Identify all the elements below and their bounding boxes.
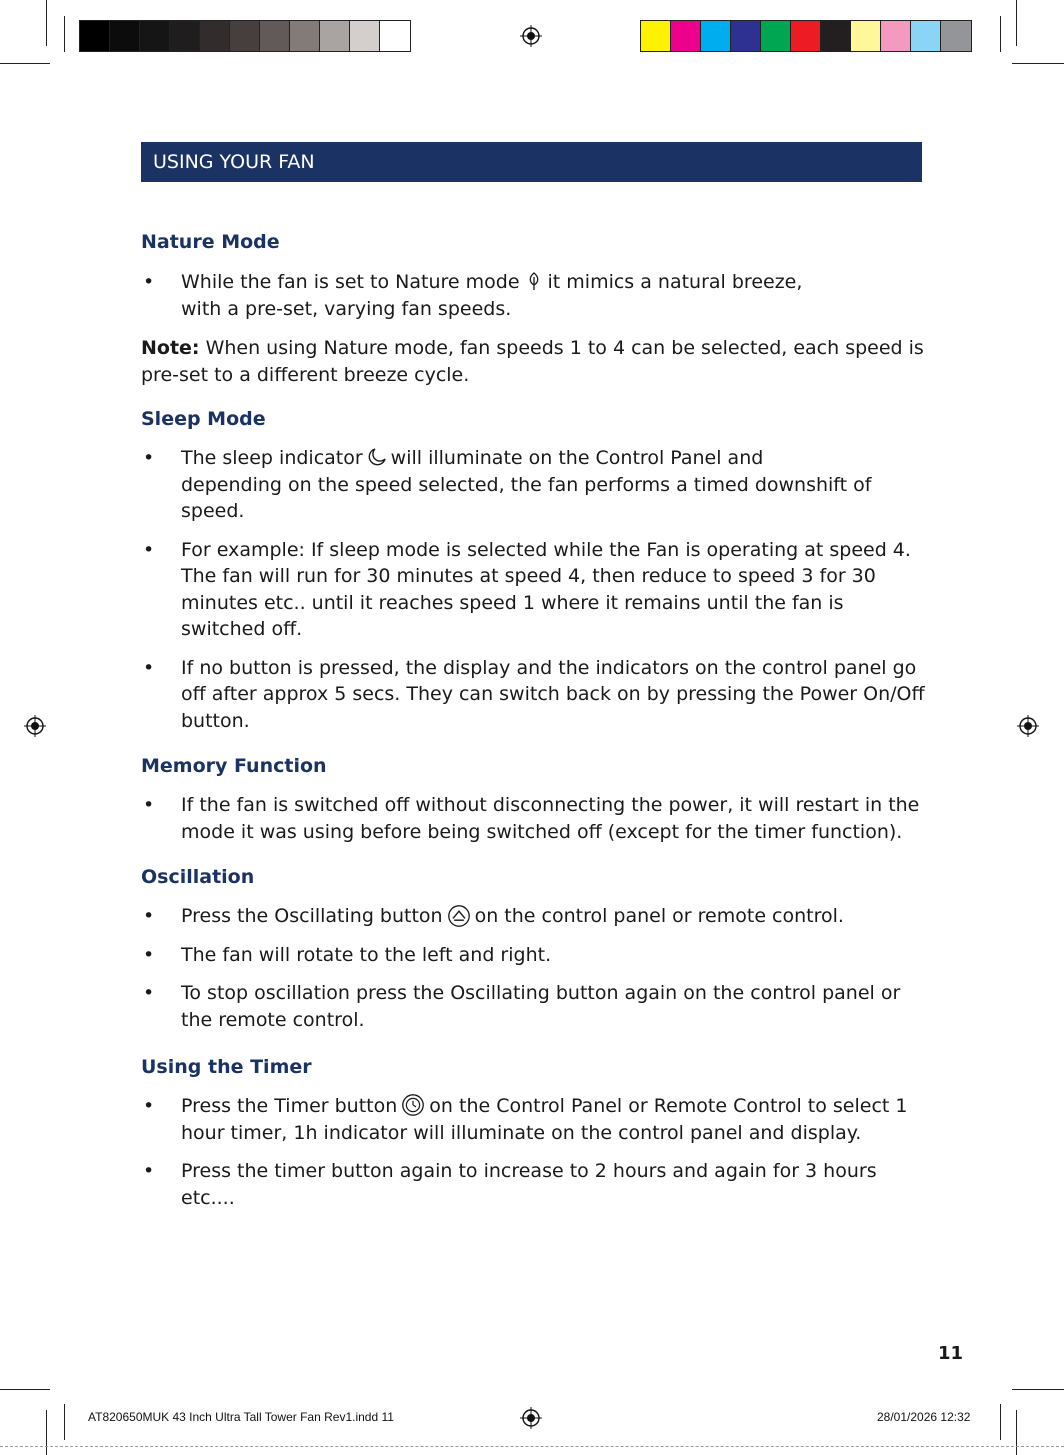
crop-mark	[1016, 1410, 1017, 1455]
item-text: Press the timer button again to increase to 2 hours and again for 3 hours etc....	[181, 1160, 877, 1209]
trim-line	[0, 1446, 1064, 1447]
bullet: •	[143, 794, 155, 816]
item-text: While the fan is set to Nature mode	[181, 271, 520, 293]
slug-file-info: AT820650MUK 43 Inch Ultra Tall Tower Fan Rev1.indd 11	[88, 1410, 394, 1424]
item-text: To stop oscillation press the Oscillating button again on the control panel or the remote control.	[181, 982, 901, 1031]
moon-icon	[367, 447, 387, 467]
gray-swatch	[230, 21, 260, 51]
item-text: it mimics a natural breeze,	[547, 271, 803, 293]
list-item	[141, 903, 931, 930]
color-swatch	[791, 21, 821, 51]
crop-mark	[46, 0, 47, 46]
registration-mark-icon	[1017, 715, 1039, 737]
list-item	[141, 655, 931, 735]
registration-mark-icon	[520, 1407, 542, 1429]
gray-swatch	[320, 21, 350, 51]
item-text: depending on the speed selected, the fan performs a timed downshift of speed.	[181, 473, 872, 522]
crop-mark	[46, 1410, 47, 1455]
item-text: on the control panel or remote control.	[474, 905, 844, 927]
heading-nature-mode: Nature Mode	[141, 231, 280, 253]
page-number: 11	[938, 1343, 964, 1364]
item-text: The sleep indicator	[181, 447, 363, 469]
gray-swatch	[170, 21, 200, 51]
color-swatch	[701, 21, 731, 51]
note-text: When using Nature mode, fan speeds 1 to 4 can be selected, each speed is pre-set to a different breeze cycle.	[141, 337, 924, 386]
oscillate-icon	[447, 904, 471, 928]
bullet: •	[143, 1095, 155, 1117]
bullet: •	[143, 982, 155, 1004]
grayscale-color-bar	[79, 20, 411, 52]
color-swatch	[641, 21, 671, 51]
slug-timestamp: 28/01/2026 12:32	[877, 1410, 971, 1424]
crop-mark	[0, 63, 50, 64]
note-paragraph	[141, 335, 931, 389]
gray-swatch	[200, 21, 230, 51]
item-text: on the Control Panel or Remote Control to select 1 hour timer, 1h indicator will illuminate on the control panel and display.	[181, 1095, 908, 1144]
item-text: with a pre-set, varying fan speeds.	[181, 297, 512, 320]
color-swatch	[671, 21, 701, 51]
heading-sleep-mode: Sleep Mode	[141, 408, 266, 430]
item-text: Press the Oscillating button	[181, 905, 443, 927]
list-item	[141, 1093, 931, 1146]
bullet: •	[143, 271, 155, 293]
list-item	[141, 269, 931, 322]
heading-oscillation: Oscillation	[141, 866, 255, 888]
bullet: •	[143, 943, 155, 966]
gray-swatch	[80, 21, 110, 51]
gray-swatch	[110, 21, 140, 51]
gray-swatch	[140, 21, 170, 51]
bullet: •	[143, 905, 155, 927]
gray-swatch	[290, 21, 320, 51]
process-color-bar	[640, 20, 972, 52]
item-text: will illuminate on the Control Panel and	[390, 447, 764, 469]
color-swatch	[941, 21, 971, 51]
color-swatch	[881, 21, 911, 51]
section-header: USING YOUR FAN	[141, 142, 922, 182]
registration-mark-icon	[520, 25, 542, 47]
note-label: Note:	[141, 337, 200, 359]
heading-using-the-timer: Using the Timer	[141, 1056, 312, 1078]
crop-mark	[1016, 0, 1017, 46]
crop-mark	[1012, 1389, 1064, 1390]
clock-icon	[401, 1093, 425, 1117]
heading-memory-function: Memory Function	[141, 755, 327, 777]
list-item	[141, 792, 931, 845]
bullet: •	[143, 656, 155, 679]
color-swatch	[821, 21, 851, 51]
crop-mark	[1000, 1404, 1001, 1440]
crop-mark	[64, 16, 65, 52]
gray-swatch	[260, 21, 290, 51]
gray-swatch	[350, 21, 380, 51]
page-content	[141, 228, 931, 1211]
crop-mark	[64, 1404, 65, 1440]
color-swatch	[911, 21, 941, 51]
list-item	[141, 537, 931, 643]
item-text: Press the Timer button	[181, 1095, 398, 1117]
crop-mark	[1000, 16, 1001, 52]
bullet: •	[143, 1160, 155, 1182]
bullet: •	[143, 538, 155, 561]
registration-mark-icon	[24, 715, 46, 737]
leaf-icon	[524, 271, 544, 291]
item-text: If no button is pressed, the display and the indicators on the control panel go off after approx 5 secs. They can switch back on by pressing the Power On/Off button.	[181, 656, 925, 732]
bullet: •	[143, 447, 155, 469]
color-swatch	[731, 21, 761, 51]
item-text: The fan will rotate to the left and right.	[181, 943, 552, 966]
list-item	[141, 445, 931, 525]
color-swatch	[761, 21, 791, 51]
list-item	[141, 1158, 931, 1211]
gray-swatch	[380, 21, 410, 51]
crop-mark	[1012, 63, 1064, 64]
item-text: If the fan is switched off without disconnecting the power, it will restart in the mode it was using before being switched off (except for the timer function).	[181, 794, 920, 843]
list-item	[141, 980, 931, 1033]
item-text: For example: If sleep mode is selected while the Fan is operating at speed 4. The fan will run for 30 minutes at speed 4, then reduce to speed 3 for 30 minutes etc.. until it reaches speed 1 where it remains until the fan is switched off.	[181, 538, 911, 640]
crop-mark	[0, 1389, 50, 1390]
list-item	[141, 942, 931, 969]
color-swatch	[851, 21, 881, 51]
